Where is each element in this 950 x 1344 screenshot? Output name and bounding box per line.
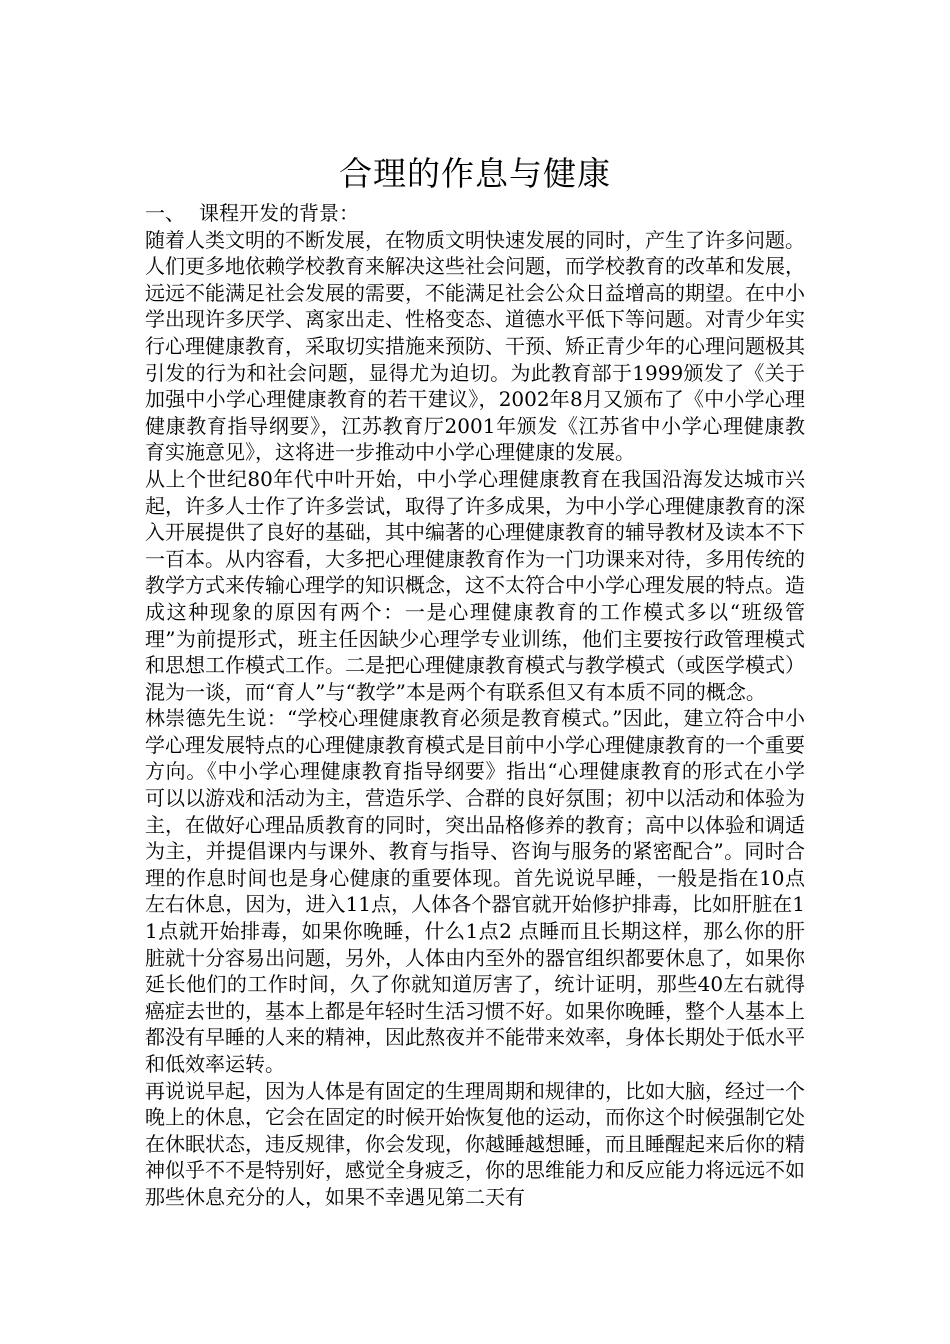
paragraph-4: 再说说早起，因为人体是有固定的生理周期和规律的，比如大脑，经过一个晚上的休息，它会在固定的时候开始恢复他的运动，而你这个时候强制它处在休眠状态，违反规律，你会发现，你越睡越想睡，而且睡醒起来后你的精神似乎不不是特别好，感觉全身疲乏，你的思维能力和反应能力将远远不如那些休息充分的人，如果不幸遇见第二天有 (145, 1078, 805, 1209)
paragraph-1: 随着人类文明的不断发展，在物质文明快速发展的同时，产生了许多问题。人们更多地依赖学校教育来解决这些社会问题，而学校教育的改革和发展，远远不能满足社会发展的需要，不能满足社会公众日益增高的期望。在中小学出现许多厌学、离家出走、性格变态、道德水平低下等问题。对青少年实行心理健康教育，采取切实措施来预防、干预、矫正青少年的心理问题极其引发的行为和社会问题，显得尤为迫切。为此教育部于1999颁发了《关于加强中小学心理健康教育的若干建议》，2002年8月又颁布了《中小学心理健康教育指导纲要》，江苏教育厅2001年颁发《江苏省中小学心理健康教育实施意见》，这将进一步推动中小学心理健康的发展。 (145, 227, 805, 465)
section-number: 一、 (145, 201, 185, 225)
paragraph-2: 从上个世纪80年代中叶开始，中小学心理健康教育在我国沿海发达城市兴起，许多人士作了许多尝试，取得了许多成果，为中小学心理健康教育的深入开展提供了良好的基础，其中编著的心理健康教育的辅导教材及读本不下一百本。从内容看，大多把心理健康教育作为一门功课来对待，多用传统的教学方式来传输心理学的知识概念，这不太符合中小学心理发展的特点。造成这种现象的原因有两个：一是心理健康教育的工作模式多以“班级管理”为前提形式，班主任因缺少心理学专业训练，他们主要按行政管理模式和思想工作模式工作。二是把心理健康教育模式与教学模式（或医学模式）混为一谈，而“育人”与“教学”本是两个有联系但又有本质不同的概念。 (145, 466, 805, 704)
paragraph-3: 林崇德先生说：“学校心理健康教育必须是教育模式。”因此，建立符合中小学心理发展特点的心理健康教育模式是目前中小学心理健康教育的一个重要方向。《中小学心理健康教育指导纲要》指出“心理健康教育的形式在小学可以以游戏和活动为主，营造乐学、合群的良好氛围；初中以活动和体验为主，在做好心理品质教育的同时，突出品格修养的教育；高中以体验和调适为主，并提倡课内与课外、教育与指导、咨询与服务的紧密配合”。同时合理的作息时间也是身心健康的重要体现。首先说说早睡，一般是指在10点左右休息，因为，进入11点，人体各个器官就开始修护排毒，比如肝脏在11点就开始排毒，如果你晚睡，什么1点2 点睡而且长期这样，那么你的肝脏就十分容易出问题，另外，人体由内至外的器官组织都要休息了，如果你延长他们的工作时间，久了你就知道厉害了，统计证明，那些40左右就得癌症去世的，基本上都是年轻时生活习惯不好。如果你晚睡，整个人基本上都没有早睡的人来的精神，因此熬夜并不能带来效率，身体长期处于低水平和低效率运转。 (145, 706, 805, 1076)
document-body (145, 200, 805, 1211)
section-heading-text: 课程开发的背景： (199, 201, 359, 225)
document-title: 合理的作息与健康 (339, 154, 611, 193)
section-heading (145, 200, 805, 227)
